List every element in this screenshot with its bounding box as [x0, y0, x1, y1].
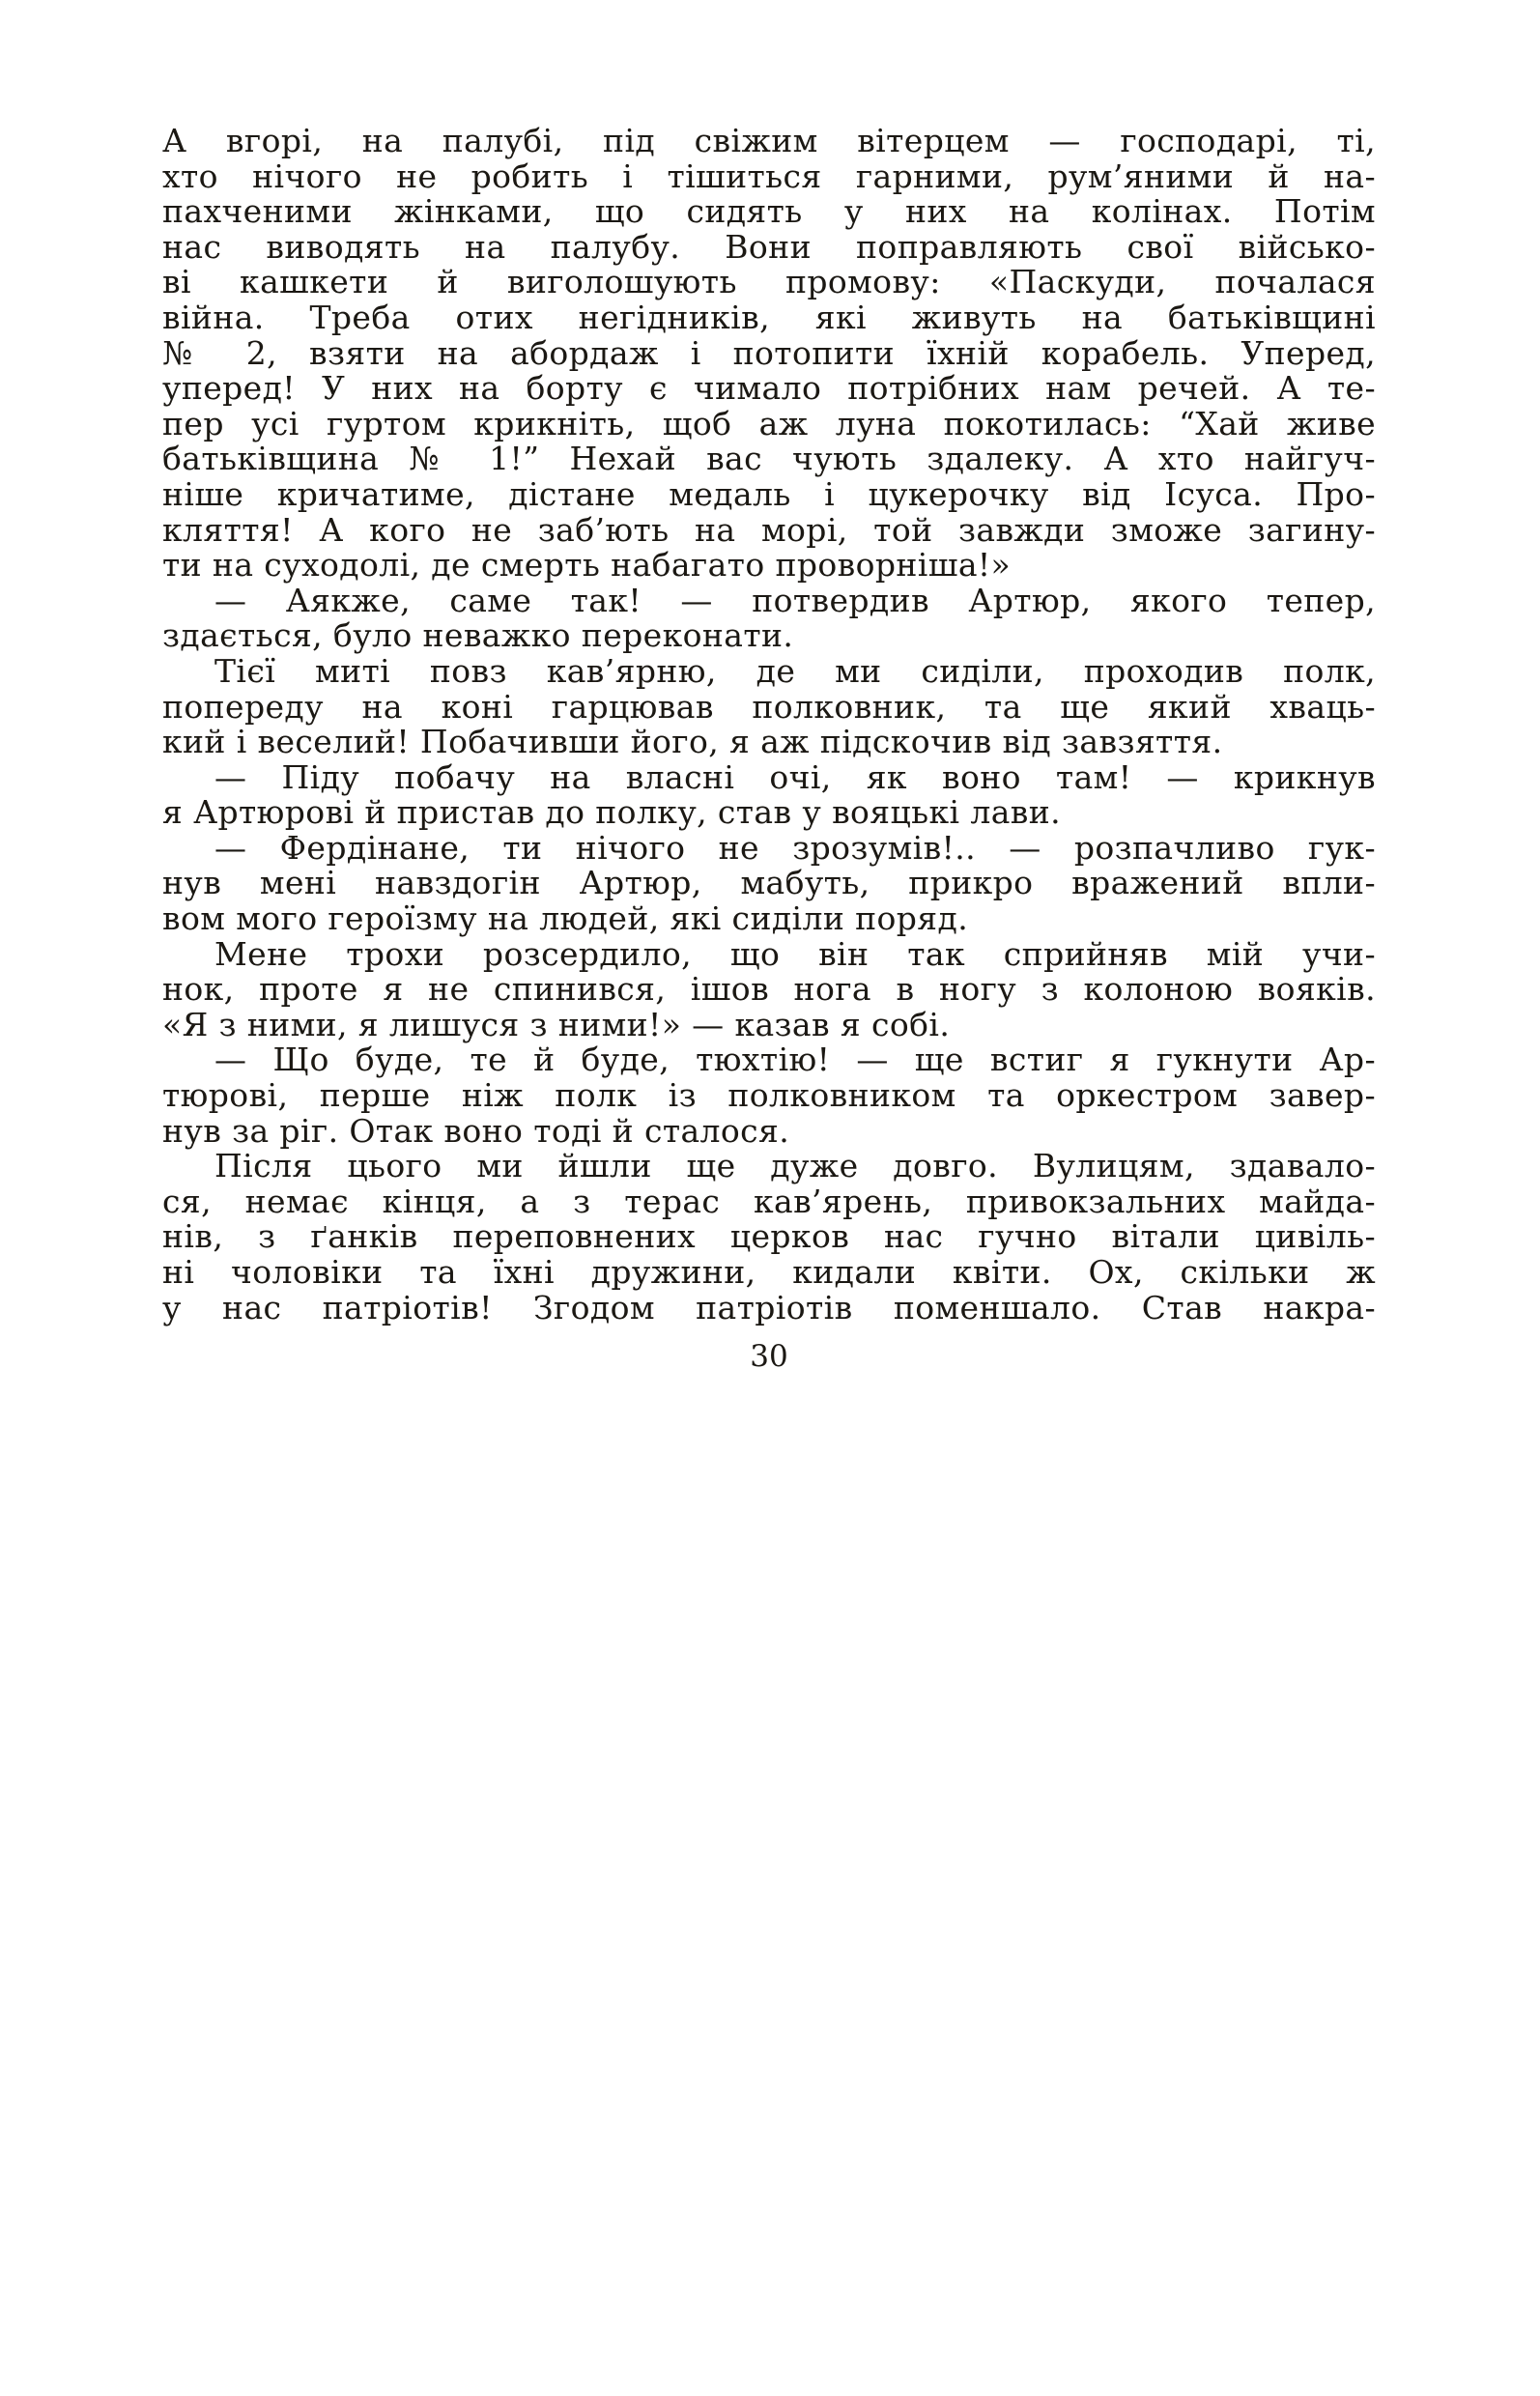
page-number: 30 — [750, 1339, 788, 1374]
text-line: А вгорі, на палубі, під свіжим вітерцем — господарі, ті, — [162, 122, 1376, 159]
text-line: — Піду побачу на власні очі, як воно там! — крикнув — [214, 757, 1376, 796]
paragraph — [162, 1149, 1376, 1326]
text-line: ніше кричатиме, дістане медаль і цукерочку від Ісуса. Про- — [162, 474, 1376, 513]
text-line: «Я з ними, я лишуся з ними!» — казав я собі. — [162, 1005, 951, 1043]
text-line: нок, проте я не спинився, ішов нога в ногу з колоною вояків. — [162, 970, 1376, 1009]
text-line: Тієї миті повз кав’ярню, де ми сиділи, проходив полк, — [214, 651, 1376, 690]
text-line: нув мені навздогін Артюр, мабуть, прикро вражений впли- — [162, 864, 1376, 902]
text-line: № 2, взяти на абордаж і потопити їхній корабель. Уперед, — [162, 333, 1376, 372]
text-line: ні чоловіки та їхні дружини, кидали квіти. Ох, скільки ж — [162, 1253, 1376, 1291]
text-line: Після цього ми йшли ще дуже довго. Вулицям, здавало- — [214, 1147, 1376, 1185]
text-line: хто нічого не робить і тішиться гарними, рум’яними й на- — [162, 157, 1376, 195]
text-line: нів, з ґанків переповнених церков нас гучно вітали цивіль- — [162, 1217, 1376, 1256]
paragraph — [162, 757, 1376, 832]
text-line: здається, було неважко переконати. — [162, 616, 794, 655]
text-line: тюрові, перше ніж полк із полковником та оркестром завер- — [162, 1076, 1376, 1115]
text-line: попереду на коні гарцював полковник, та ще який хваць- — [162, 687, 1376, 726]
paragraph — [162, 581, 1376, 655]
text-line: я Артюрові й пристав до полку, став у вояцькі лави. — [162, 793, 1062, 832]
text-line: кий і веселий! Побачивши його, я аж підскочив від завзяття. — [162, 723, 1223, 761]
text-line: пахченими жінками, що сидять у них на колінах. Потім — [162, 192, 1376, 231]
text-line: ві кашкети й виголошують промову: «Паскуди, почалася — [162, 263, 1376, 301]
text-line: нув за ріг. Отак воно тоді й сталося. — [162, 1111, 790, 1150]
paragraph — [162, 828, 1376, 938]
text-line: кляття! А кого не заб’ють на морі, той завжди зможе загину- — [162, 510, 1376, 549]
text-line: — Аякже, саме так! — потвердив Артюр, якого тепер, — [214, 581, 1376, 619]
text-line: нас виводять на палубу. Вони поправляють свої військо- — [162, 227, 1376, 266]
text-line: вом мого героїзму на людей, які сиділи поряд. — [162, 899, 969, 938]
text-line: ся, немає кінця, а з терас кав’ярень, привокзальних майда- — [162, 1182, 1376, 1220]
text-line: — Фердінане, ти нічого не зрозумів!.. — розпачливо гук- — [214, 828, 1376, 867]
text-line: Мене трохи розсердило, що він так сприйняв мій учи- — [214, 934, 1376, 973]
paragraph — [162, 651, 1376, 761]
text-line: — Що буде, те й буде, тюхтію! — ще встиг я гукнути Ар- — [214, 1041, 1376, 1079]
text-line: війна. Треба отих негідників, які живуть на батьківщині — [162, 298, 1376, 336]
paragraph — [162, 934, 1376, 1043]
text-line: пер усі гуртом крикніть, щоб аж луна покотилась: “Хай живе — [162, 404, 1376, 442]
paragraph — [162, 124, 1376, 584]
text-line: батьківщина № 1!” Нехай вас чують здалеку. А хто найгуч- — [162, 440, 1376, 478]
text-line: уперед! У них на борту є чимало потрібних нам речей. А те- — [162, 369, 1376, 408]
paragraph — [162, 1042, 1376, 1149]
text-line: у нас патріотів! Згодом патріотів поменшало. Став накра- — [162, 1288, 1376, 1326]
text-line: ти на суходолі, де смерть набагато проворніша!» — [162, 546, 1012, 585]
text-block — [162, 124, 1376, 1326]
